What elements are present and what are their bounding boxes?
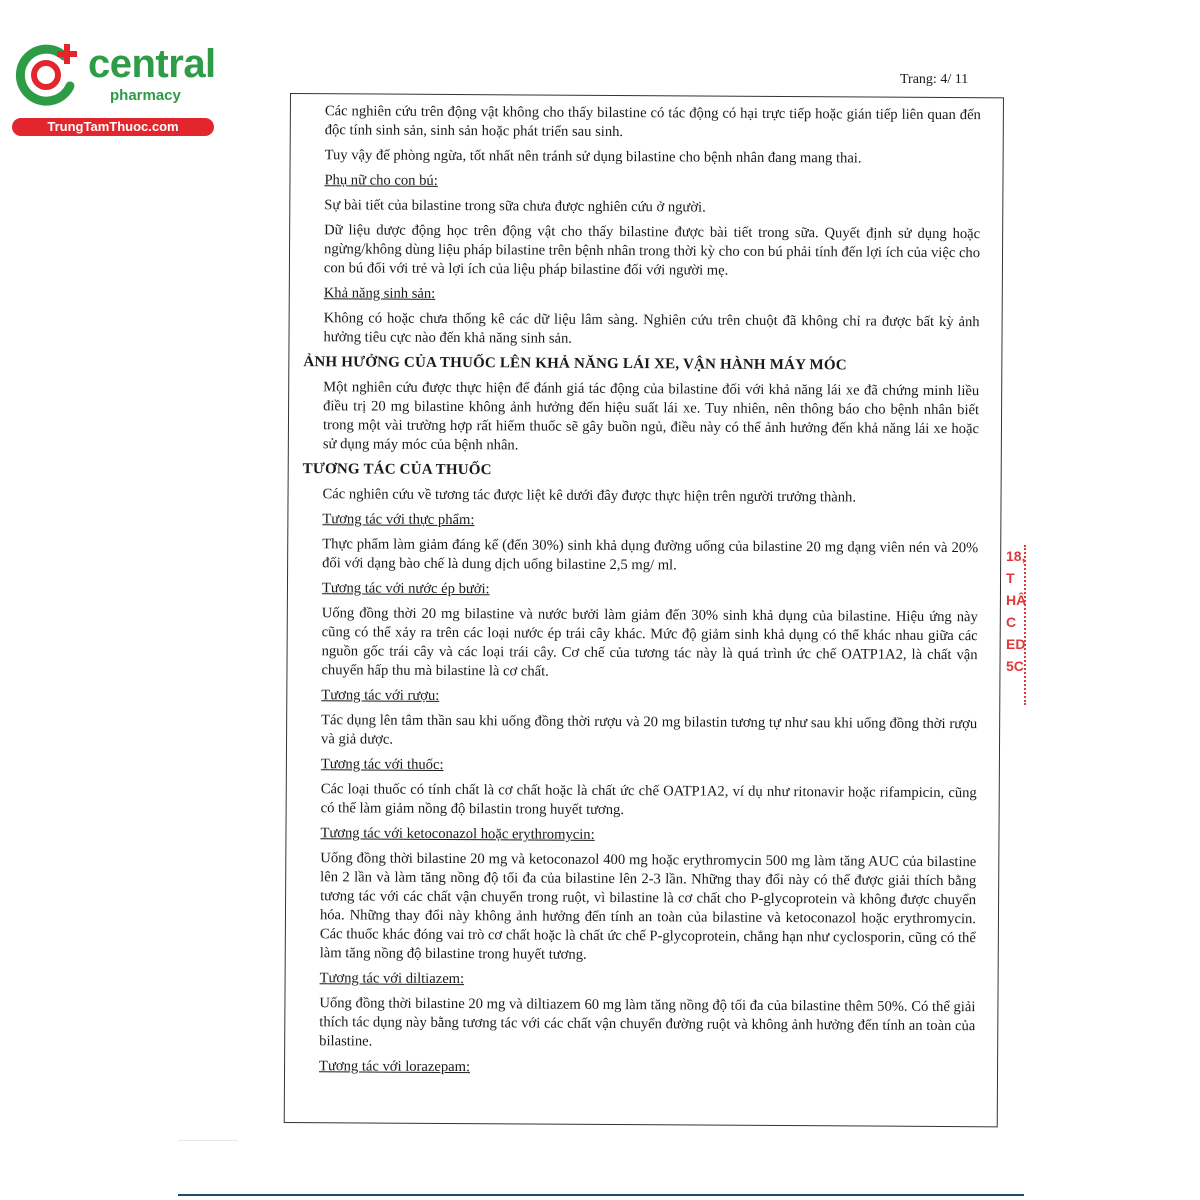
subsection-title: Tương tác với thực phẩm: — [322, 511, 475, 529]
paragraph: Một nghiên cứu được thực hiện để đánh giá tác động của bilastine đối với khả năng lái xe đã chứng minh liều điều trị 20 mg bilastine không ảnh hưởng đến hiệu suất lái xe. Tuy nhiên, nên thông báo cho bệnh nhân biết trong một vài trường hợp rất hiếm thuốc sẽ gây buồn ngủ, điều này có thể ảnh hưởng đến khả năng lái xe hoặc sử dụng máy móc của bệnh nhân. — [322, 379, 980, 454]
subsection-title: Tương tác với nước ép bưởi: — [321, 580, 490, 598]
section-heading: ẢNH HƯỞNG CỦA THUỐC LÊN KHẢ NĂNG LÁI XE, VẬN HÀNH MÁY MÓC — [303, 354, 847, 374]
document-frame — [284, 93, 1004, 1127]
stamp-char: T — [1006, 570, 1015, 586]
paragraph: Các nghiên cứu về tương tác được liệt kê dưới đây được thực hiện trên người trưởng thành. — [322, 486, 857, 506]
paragraph: Uống đồng thời bilastine 20 mg và diltiazem 60 mg làm tăng nồng độ tối đa của bilastine thêm 50%. Có thể giải thích tác dụng này bằng tương tác với các chất vận chuyển đường ruột và không ảnh hưởng đến tính an toàn của bilastine. — [319, 995, 976, 1050]
paragraph: Các nghiên cứu trên động vật không cho thấy bilastine có tác động có hại trực tiếp hoặc gián tiếp liên quan đến độc tính sinh sản, sinh sản hoặc phát triển sau sinh. — [324, 103, 981, 141]
paragraph: Không có hoặc chưa thống kê các dữ liệu lâm sàng. Nghiên cứu trên chuột đã không chỉ ra được bất kỳ ảnh hưởng tiêu cực nào đến khả năng sinh sản. — [323, 310, 980, 347]
stamp-char: C — [1006, 614, 1017, 630]
paragraph: Tác dụng lên tâm thần sau khi uống đồng thời rượu và 20 mg bilastin tương tự như sau khi uống đồng thời rượu và giả dược. — [321, 712, 978, 748]
subsection-title: Tương tác với diltiazem: — [319, 970, 465, 988]
stamp-edge — [1021, 545, 1026, 705]
paragraph: Tuy vậy để phòng ngừa, tốt nhất nên tránh sử dụng bilastine cho bệnh nhân đang mang thai. — [324, 147, 862, 167]
subsection-title: Tương tác với thuốc: — [320, 756, 444, 773]
logo-brand-text: central — [88, 42, 216, 86]
subsection-title: Tương tác với ketoconazol hoặc erythromycin: — [320, 825, 595, 843]
section-heading: TƯƠNG TÁC CỦA THUỐC — [302, 461, 492, 479]
red-stamp-fragment — [1006, 545, 1028, 705]
stamp-char: 5C — [1006, 658, 1024, 674]
pharmacy-logo-icon — [12, 40, 84, 110]
subsection-title: Phụ nữ cho con bú: — [324, 172, 438, 189]
subsection-title: Khả năng sinh sản: — [323, 285, 436, 302]
paragraph: Sự bài tiết của bilastine trong sữa chưa được nghiên cứu ở người. — [324, 197, 706, 216]
logo-sub-text: pharmacy — [110, 87, 181, 104]
scan-artifact-line — [178, 1140, 238, 1141]
subsection-title: Tương tác với lorazepam: — [319, 1058, 471, 1076]
document-content — [299, 102, 981, 1086]
central-pharmacy-logo — [8, 38, 218, 138]
paragraph: Uống đồng thời 20 mg bilastine và nước bưởi làm giảm đến 30% sinh khả dụng của bilastine. Hiệu ứng này cũng có thể xảy ra trên các loại nước ép trái cây khác. Mức độ giảm sinh khả dụng có thể khác nhau giữa các nguồn gốc trái cây và các loại trái cây. Cơ chế của tương tác này là quá trình ức chế OATP1A2, là chất vận chuyển hấp thu mà bilastine là cơ chất. — [321, 605, 978, 680]
paragraph: Uống đồng thời bilastine 20 mg và ketoconazol 400 mg hoặc erythromycin 500 mg làm tăng AUC của bilastine lên 2 lần và làm tăng nồng độ tối đa của bilastine lên 2-3 lần. Những thay đổi này có thể được giải thích bằng tương tác với các chất vận chuyển trong ruột, vì bilastine là cơ chất cho P-glycoprotein và không được chuyển hóa. Những thay đổi này không ảnh hưởng đến tính an toàn của bilastine và ketoconazol hoặc erythromycin. Các thuốc khác đóng vai trò cơ chất hoặc là chất ức chế P-glycoprotein, chẳng hạn như cyclosporin, cũng có thể làm tăng nồng độ bilastine trong huyết tương. — [319, 850, 977, 963]
stamp-char: 18, — [1006, 548, 1026, 564]
logo-url-banner: TrungTamThuoc.com — [12, 118, 214, 136]
paragraph: Dữ liệu dược động học trên động vật cho thấy bilastine được bài tiết trong sữa. Quyết định sử dụng hoặc ngừng/không dùng liệu pháp bilastine trên bệnh nhân trong thời kỳ cho con bú phải tính đến lợi ích của việc cho con bú đối với trẻ và lợi ích của liệu pháp bilastine đối với người mẹ. — [323, 222, 981, 279]
stamp-char: ED — [1006, 636, 1026, 652]
page-number: Trang: 4/ 11 — [900, 72, 969, 87]
subsection-title: Tương tác với rượu: — [321, 687, 440, 704]
stamp-char: HÂ — [1006, 592, 1027, 608]
bottom-divider — [178, 1194, 1024, 1196]
paragraph: Thực phẩm làm giảm đáng kể (đến 30%) sinh khả dụng đường uống của bilastine 20 mg dạng viên nén và 20% đối với dạng bào chế là dung dịch uống bilastine 2,5 mg/ ml. — [322, 536, 979, 574]
paragraph: Các loại thuốc có tính chất là cơ chất hoặc là chất ức chế OATP1A2, ví dụ như ritonavir hoặc rifampicin, cũng có thể làm giảm nồng độ bilastin trong huyết tương. — [320, 781, 977, 819]
